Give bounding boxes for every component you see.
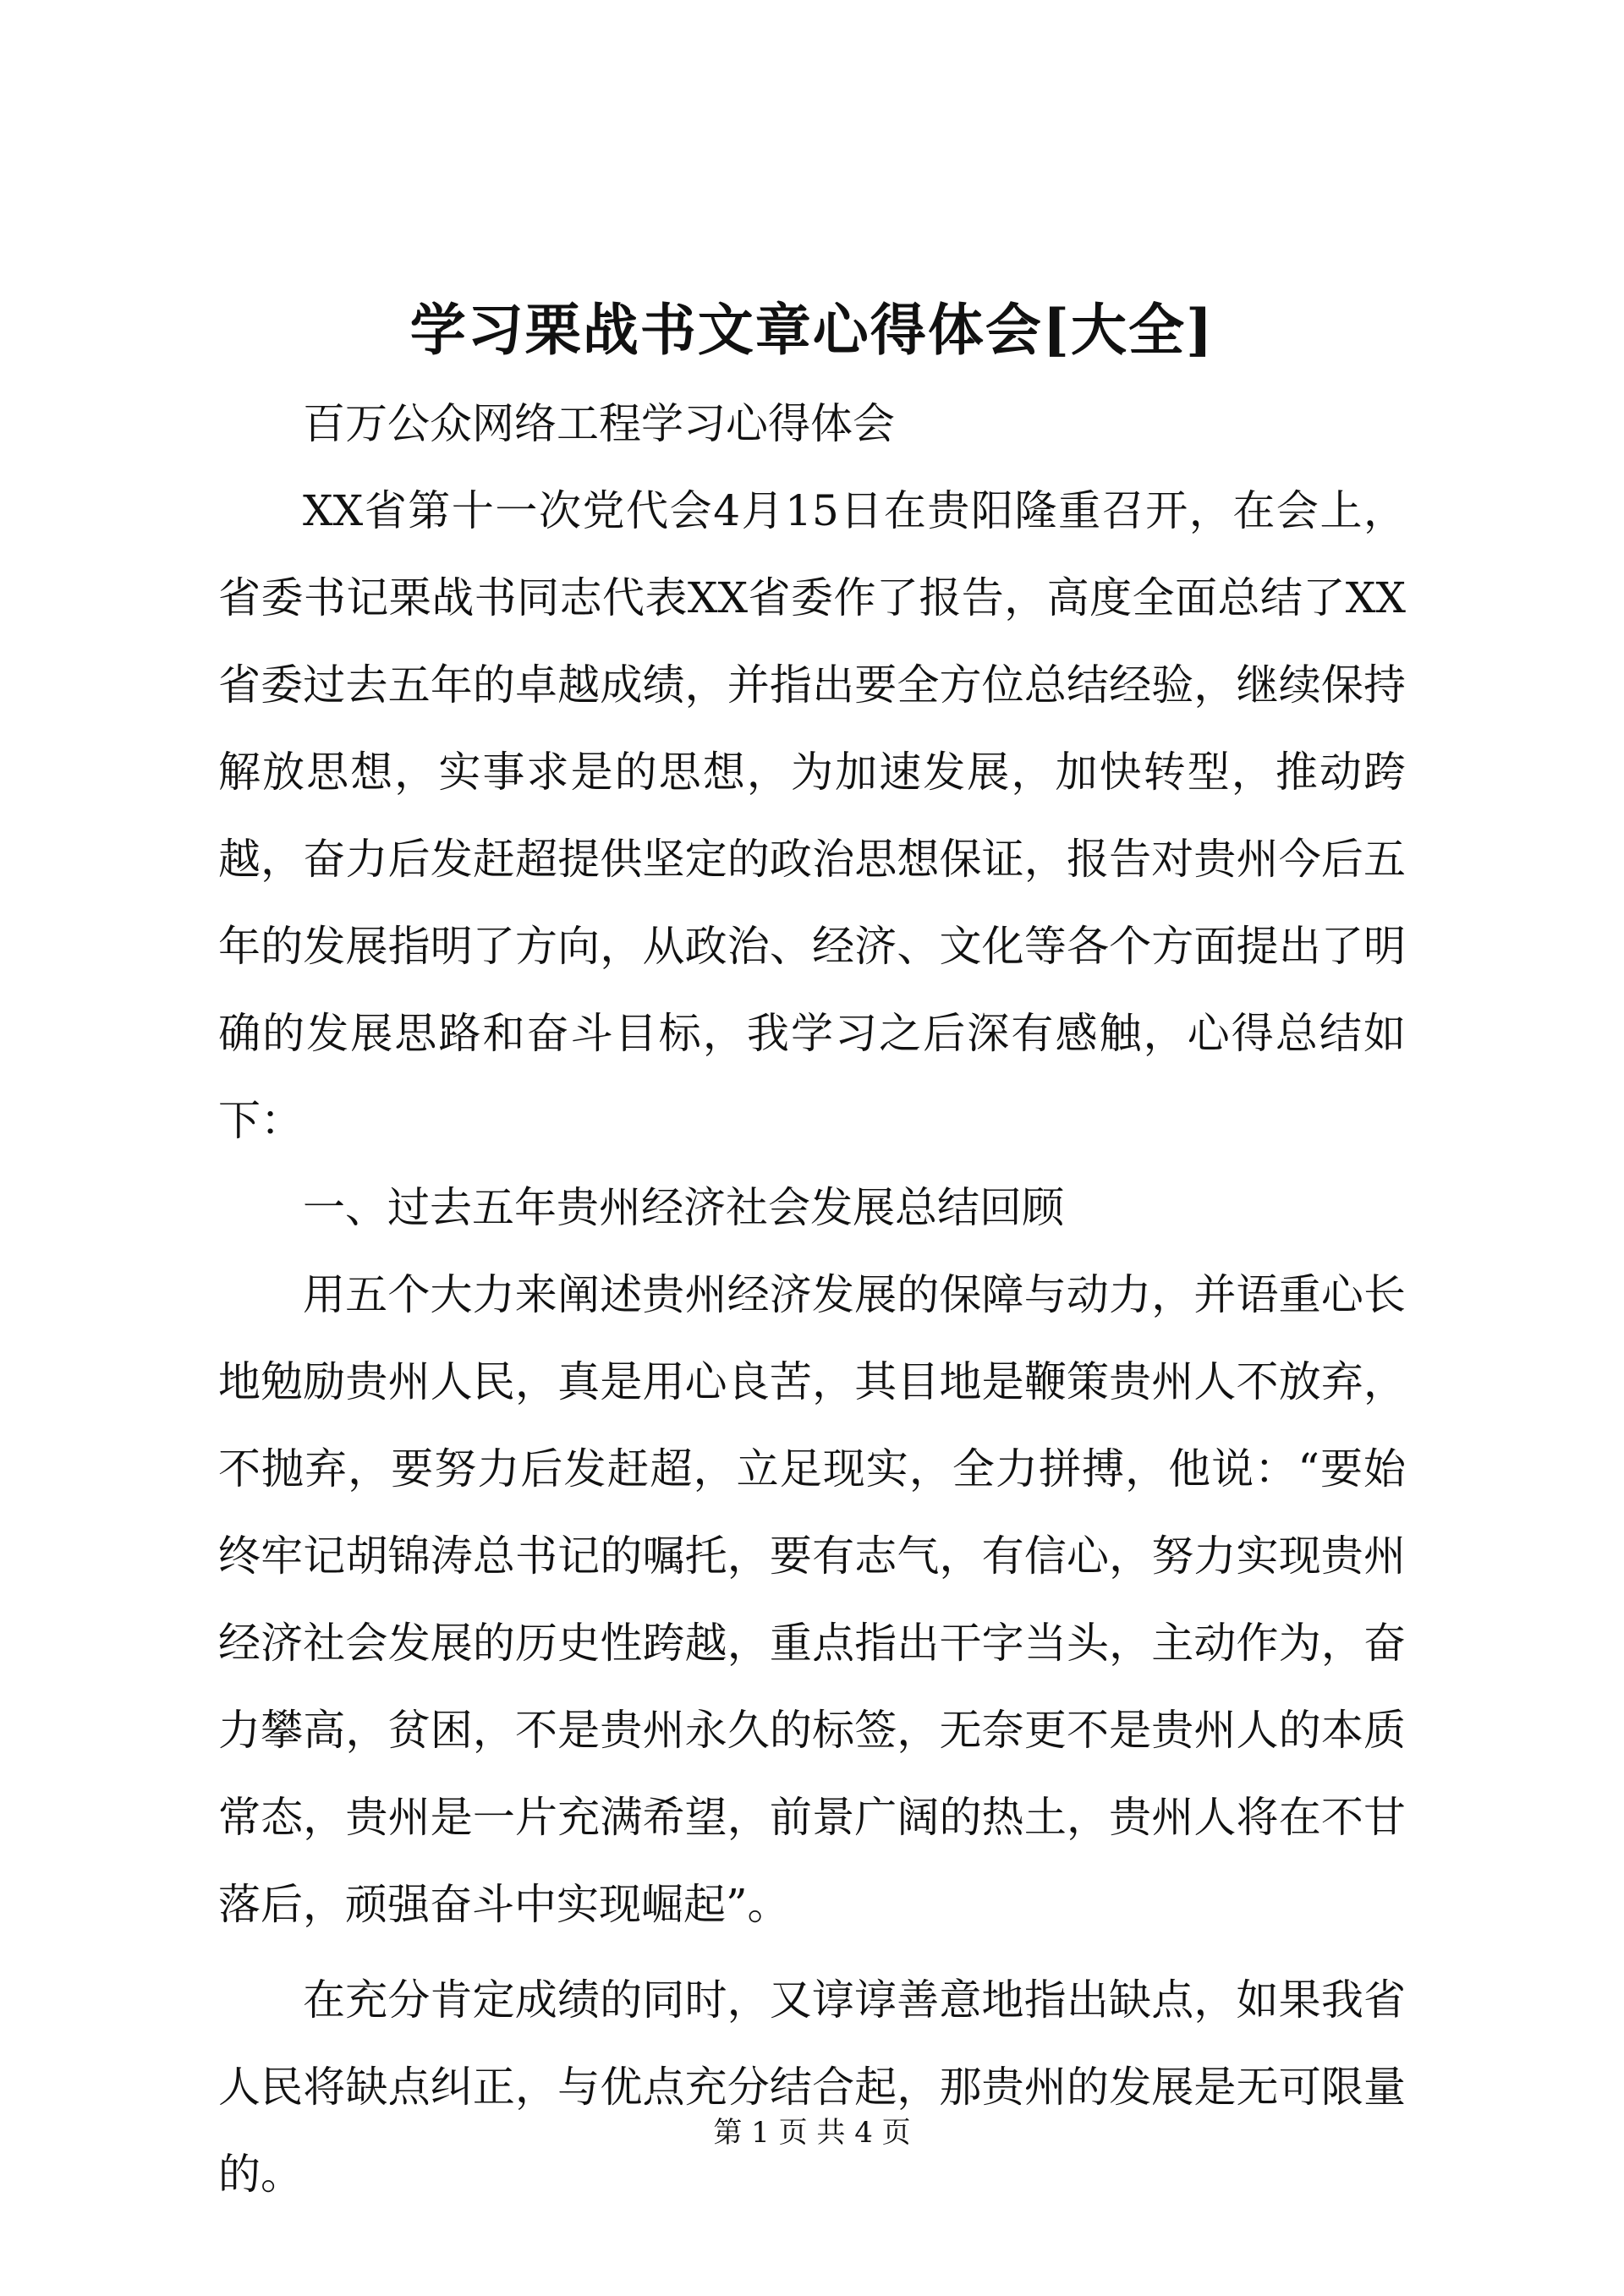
paragraph-subtitle: 百万公众网络工程学习心得体会 (303, 399, 895, 448)
page-number-footer: 第 1 页 共 4 页 (713, 2116, 911, 2150)
paragraph-review: 用五个大力来阐述贵州经济发展的保障与动力，并语重心长地勉励贵州人民，真是用心良苦，其目地是鞭策贵州人不放弃，不抛弃，要努力后发赶超，立足现实，全力拼搏，他说：“要始终牢记胡锦涛总书记的嘱托，要有志气，有信心，努力实现贵州经济社会发展的历史性跨越，重点指出干字当头，主动作为，奋力攀高，贫困，不是贵州永久的标签，无奈更不是贵州人的本质常态，贵州是一片充满希望，前景广阔的热土，贵州人将在不甘落后，顽强奋斗中实现崛起”。 (218, 1270, 1406, 1929)
document-body (218, 381, 1406, 2218)
paragraph-conclusion: 在充分肯定成绩的同时，又谆谆善意地指出缺点，如果我省人民将缺点纠正，与优点充分结合起，那贵州的发展是无可限量的。 (218, 1975, 1406, 2199)
document-title: 学习栗战书文章心得体会[大全] (409, 297, 1215, 363)
paragraph-intro: XX省第十一次党代会4月15日在贵阳隆重召开，在会上，省委书记栗战书同志代表XX省委作了报告，高度全面总结了XX省委过去五年的卓越成绩，并指出要全方位总结经验，继续保持解放思想，实事求是的思想，为加速发展，加快转型，推动跨越，奋力后发赶超提供坚定的政治思想保证，报告对贵州今后五年的发展指明了方向，从政治、经济、文化等各个方面提出了明确的发展思路和奋斗目标，我学习之后深有感触，心得总结如下： (218, 486, 1406, 1145)
paragraph-section-heading: 一、过去五年贵州经济社会发展总结回顾 (303, 1183, 1064, 1232)
